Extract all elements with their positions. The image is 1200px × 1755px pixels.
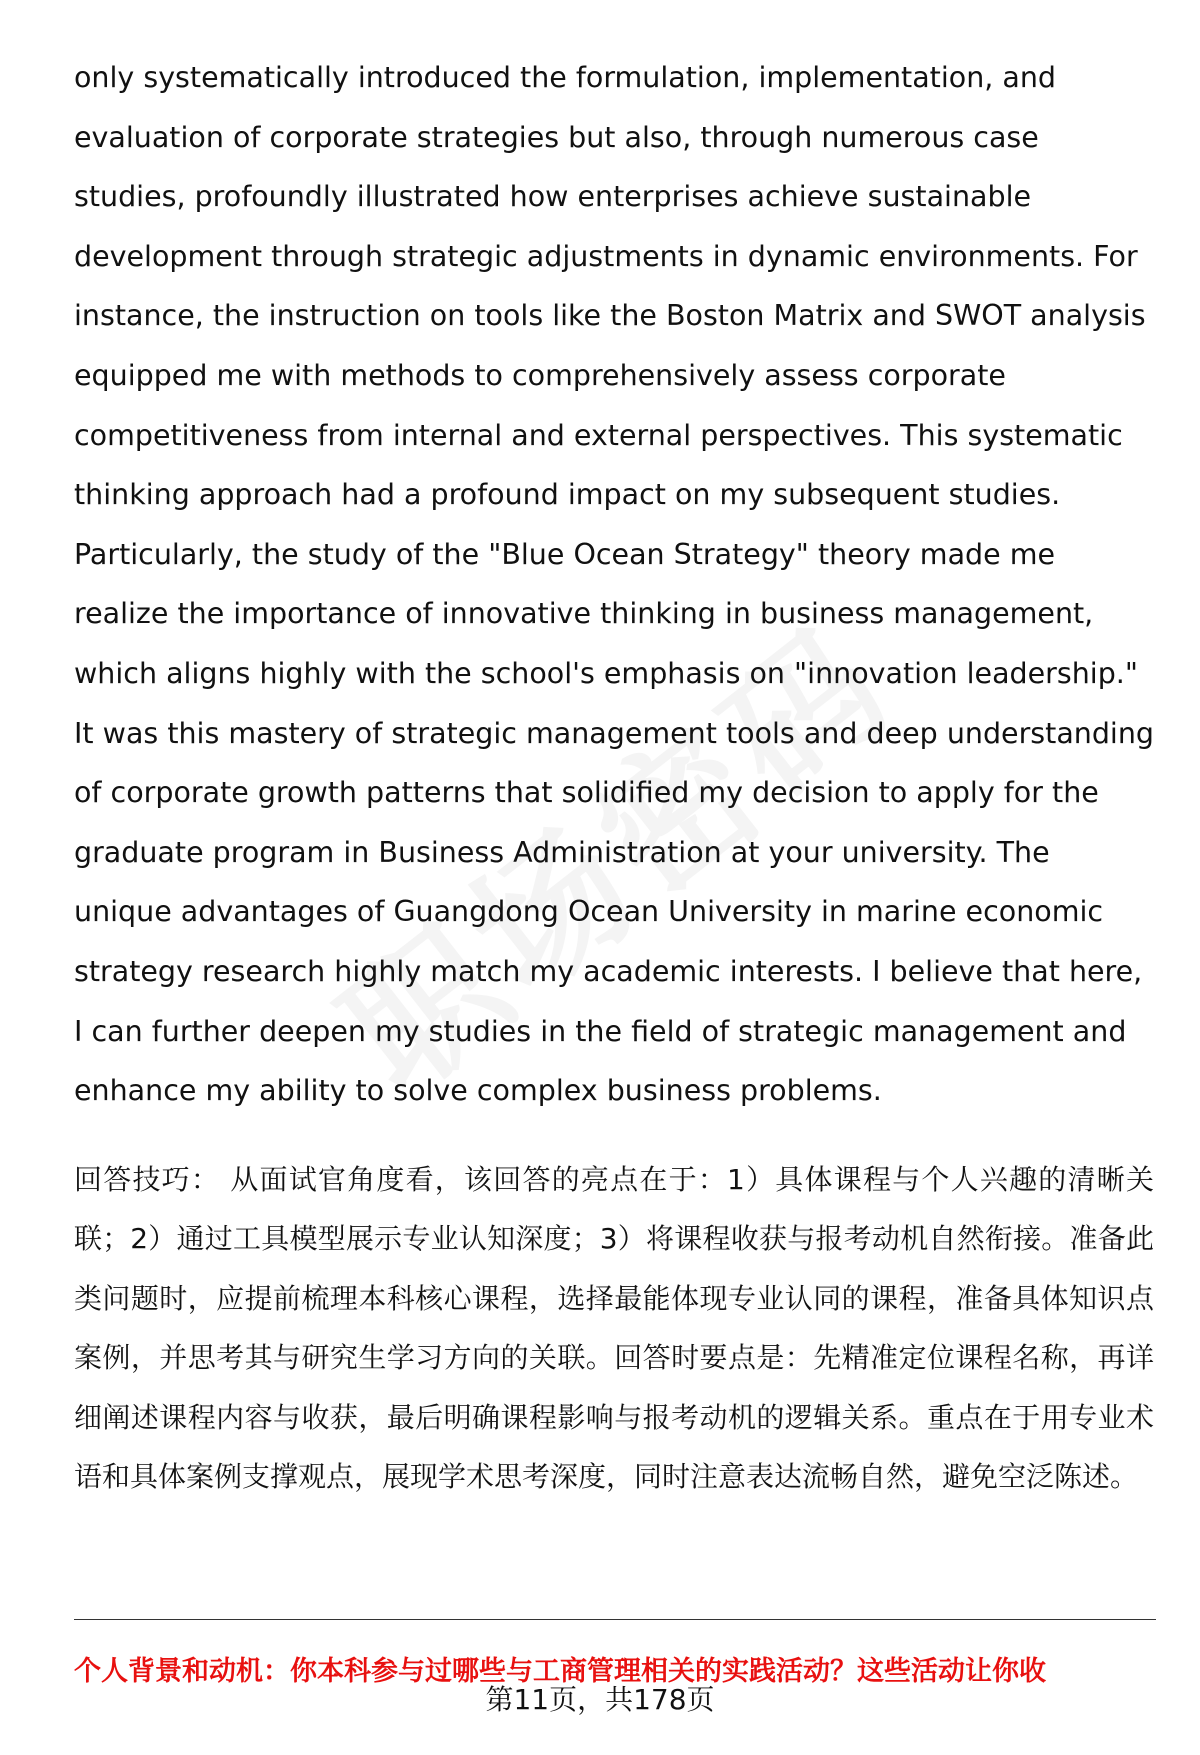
section-divider bbox=[74, 1619, 1156, 1620]
page-number: 第11页，共178页 bbox=[485, 1683, 715, 1716]
tip-label: 回答技巧： bbox=[74, 1163, 221, 1196]
next-question-heading: 个人背景和动机：你本科参与过哪些与工商管理相关的实践活动？这些活动让你收 bbox=[74, 1656, 1046, 1687]
answer-tip-paragraph bbox=[74, 1150, 1154, 1506]
answer-paragraph: only systematically introduced the formulation, implementation, and evaluation of corporate strategies but also, through numerous case studies, profoundly illustrated how enterprises achieve sustainable development through strategic adjustments in dynamic environments. For instance, the instruction on tools like the Boston Matrix and SWOT analysis equipped me with methods to comprehensively assess corporate competitiveness from internal and external perspectives. This systematic thinking approach had a profound impact on my subsequent studies. Particularly, the study of the "Blue Ocean Strategy" theory made me realize the importance of innovative thinking in business management, which aligns highly with the school's emphasis on "innovation leadership." It was this mastery of strategic management tools and deep understanding of corporate growth patterns that solidified my decision to apply for the graduate program in Business Administration at your university. The unique advantages of Guangdong Ocean University in marine economic strategy research highly match my academic interests. I believe that here, I can further deepen my studies in the field of strategic management and enhance my ability to solve complex business problems. bbox=[74, 61, 1155, 1108]
tip-text: 从面试官角度看，该回答的亮点在于：1）具体课程与个人兴趣的清晰关联；2）通过工具模型展示专业认知深度；3）将课程收获与报考动机自然衔接。准备此类问题时，应提前梳理本科核心课程，选择最能体现专业认同的课程，准备具体知识点案例，并思考其与研究生学习方向的关联。回答时要点是：先精准定位课程名称，再详细阐述课程内容与收获，最后明确课程影响与报考动机的逻辑关系。重点在于用专业术语和具体案例支撑观点，展现学术思考深度，同时注意表达流畅自然，避免空泛陈述。 bbox=[74, 1163, 1154, 1494]
